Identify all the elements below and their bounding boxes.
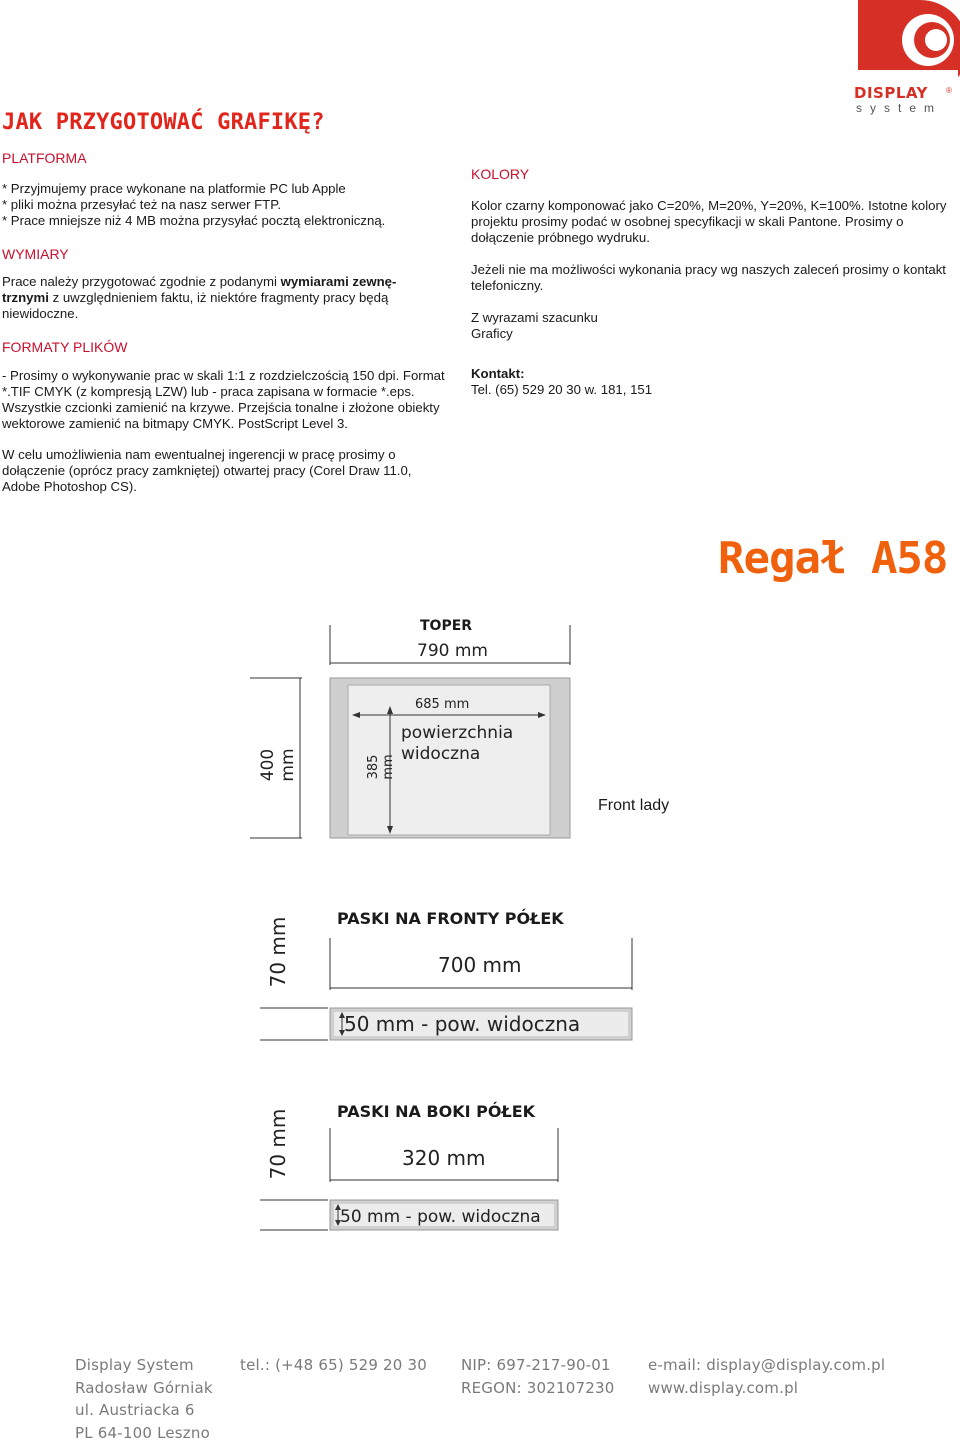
- footer-tel: tel.: (+48 65) 529 20 30: [240, 1356, 427, 1374]
- display-system-logo: [850, 0, 960, 125]
- regards-line-1: Z wyrazami szacunku: [471, 310, 598, 325]
- kolory-text-2: Jeżeli nie ma możliwości wykonania pracy wg naszych zaleceń prosimy o kontakt telefoniczny.: [471, 262, 946, 293]
- wymiary-text-pre: Prace należy przygotować zgodnie z podanymi: [2, 274, 281, 289]
- wymiary-text-bold: wymiarami zewnę-trznymi: [2, 274, 397, 305]
- platforma-line: * Przyjmujemy prace wykonane na platformie PC lub Apple: [2, 181, 346, 196]
- toper-visible-label: [401, 723, 513, 765]
- platforma-list: [2, 181, 452, 229]
- left-column: [2, 150, 452, 495]
- footer-city: PL 64-100 Leszno: [75, 1423, 210, 1440]
- kolory-heading: KOLORY: [471, 166, 530, 182]
- toper-inner-height: 385 mm: [366, 754, 396, 780]
- paski-boki-height: 70 mm: [266, 1108, 290, 1180]
- footer-address: [75, 1354, 213, 1440]
- paski-boki-label: PASKI NA BOKI PÓŁEK: [337, 1102, 536, 1121]
- logo-emblem-icon: [850, 0, 960, 90]
- platforma-line: * pliki można przesyłać też na nasz serwer FTP.: [2, 197, 281, 212]
- kontakt-label: Kontakt:: [471, 366, 525, 381]
- footer-email[interactable]: e-mail: display@display.com.pl: [648, 1356, 886, 1374]
- kontakt-phone: Tel. (65) 529 20 30 w. 181, 151: [471, 382, 653, 397]
- footer-web: [648, 1354, 885, 1399]
- toper-label: TOPER: [420, 618, 473, 634]
- paski-boki-width: 320 mm: [402, 1146, 486, 1170]
- platforma-heading: PLATFORMA: [2, 150, 87, 166]
- platforma-line: * Prace mniejsze niż 4 MB można przysyłać pocztą elektroniczną.: [2, 213, 386, 228]
- product-title: Regał A58: [718, 533, 948, 584]
- page-title: JAK PRZYGOTOWAĆ GRAFIKĘ?: [2, 110, 325, 135]
- visible-line-2: widoczna: [401, 744, 481, 764]
- logo-registered-mark: ®: [946, 86, 952, 95]
- visible-line-1: powierzchnia: [401, 723, 514, 743]
- formaty-heading: FORMATY PLIKÓW: [2, 339, 128, 355]
- wymiary-heading: WYMIARY: [2, 246, 69, 262]
- footer-phone: [240, 1354, 427, 1377]
- paski-fronty-label: PASKI NA FRONTY PÓŁEK: [337, 909, 564, 928]
- footer-street: ul. Austriacka 6: [75, 1401, 195, 1419]
- paski-fronty-width: 700 mm: [438, 953, 522, 977]
- toper-height: 400 mm: [258, 748, 298, 782]
- wymiary-text-post: z uwzględnieniem faktu, iż niektóre fragmenty pracy będą niewidoczne.: [2, 290, 389, 321]
- right-column: [471, 166, 951, 398]
- footer-tax-ids: [461, 1354, 614, 1399]
- toper-width: 790 mm: [417, 641, 488, 661]
- kolory-text: Kolor czarny komponować jako C=20%, M=20%, Y=20%, K=100%. Istotne kolory projektu prosimy podać w osobnej specyfikacji w skali Pantone. Prosimy o dołączenie próbnego wydruku.: [471, 198, 947, 245]
- paski-boki-visible: 50 mm - pow. widoczna: [340, 1207, 541, 1227]
- logo-subtitle: system: [856, 101, 943, 115]
- logo-brand-text: DISPLAY: [854, 84, 928, 102]
- toper-inner-width: 685 mm: [415, 697, 470, 712]
- paski-fronty-visible: 50 mm - pow. widoczna: [344, 1012, 581, 1036]
- front-lady-label: Front lady: [598, 797, 670, 814]
- footer-regon: REGON: 302107230: [461, 1378, 615, 1397]
- paski-fronty-height: 70 mm: [266, 916, 290, 988]
- regards-line-2: Graficy: [471, 326, 513, 341]
- formaty-note: W celu umożliwienia nam ewentualnej ingerencji w pracę prosimy o dołączenie (oprócz pracy zamkniętej) otwartej pracy (Corel Draw 11.0, Adobe Photoshop CS).: [2, 447, 412, 494]
- wymiary-text: [2, 274, 442, 322]
- footer-website[interactable]: www.display.com.pl: [648, 1378, 799, 1397]
- footer-nip: NIP: 697-217-90-01: [461, 1356, 611, 1374]
- footer-company: Display System: [75, 1356, 194, 1374]
- formaty-text: - Prosimy o wykonywanie prac w skali 1:1 z rozdzielczością 150 dpi. Format *.TIF CMYK (z kompresją LZW) lub - praca zapisana w formacie *.eps. Wszystkie czcionki zamienić na krzywe. Przejścia tonalne i złożone obiekty wektorowe zamienić na bitmapy CMYK. PostScript Level 3.: [2, 368, 445, 431]
- footer-person: Radosław Górniak: [75, 1378, 213, 1397]
